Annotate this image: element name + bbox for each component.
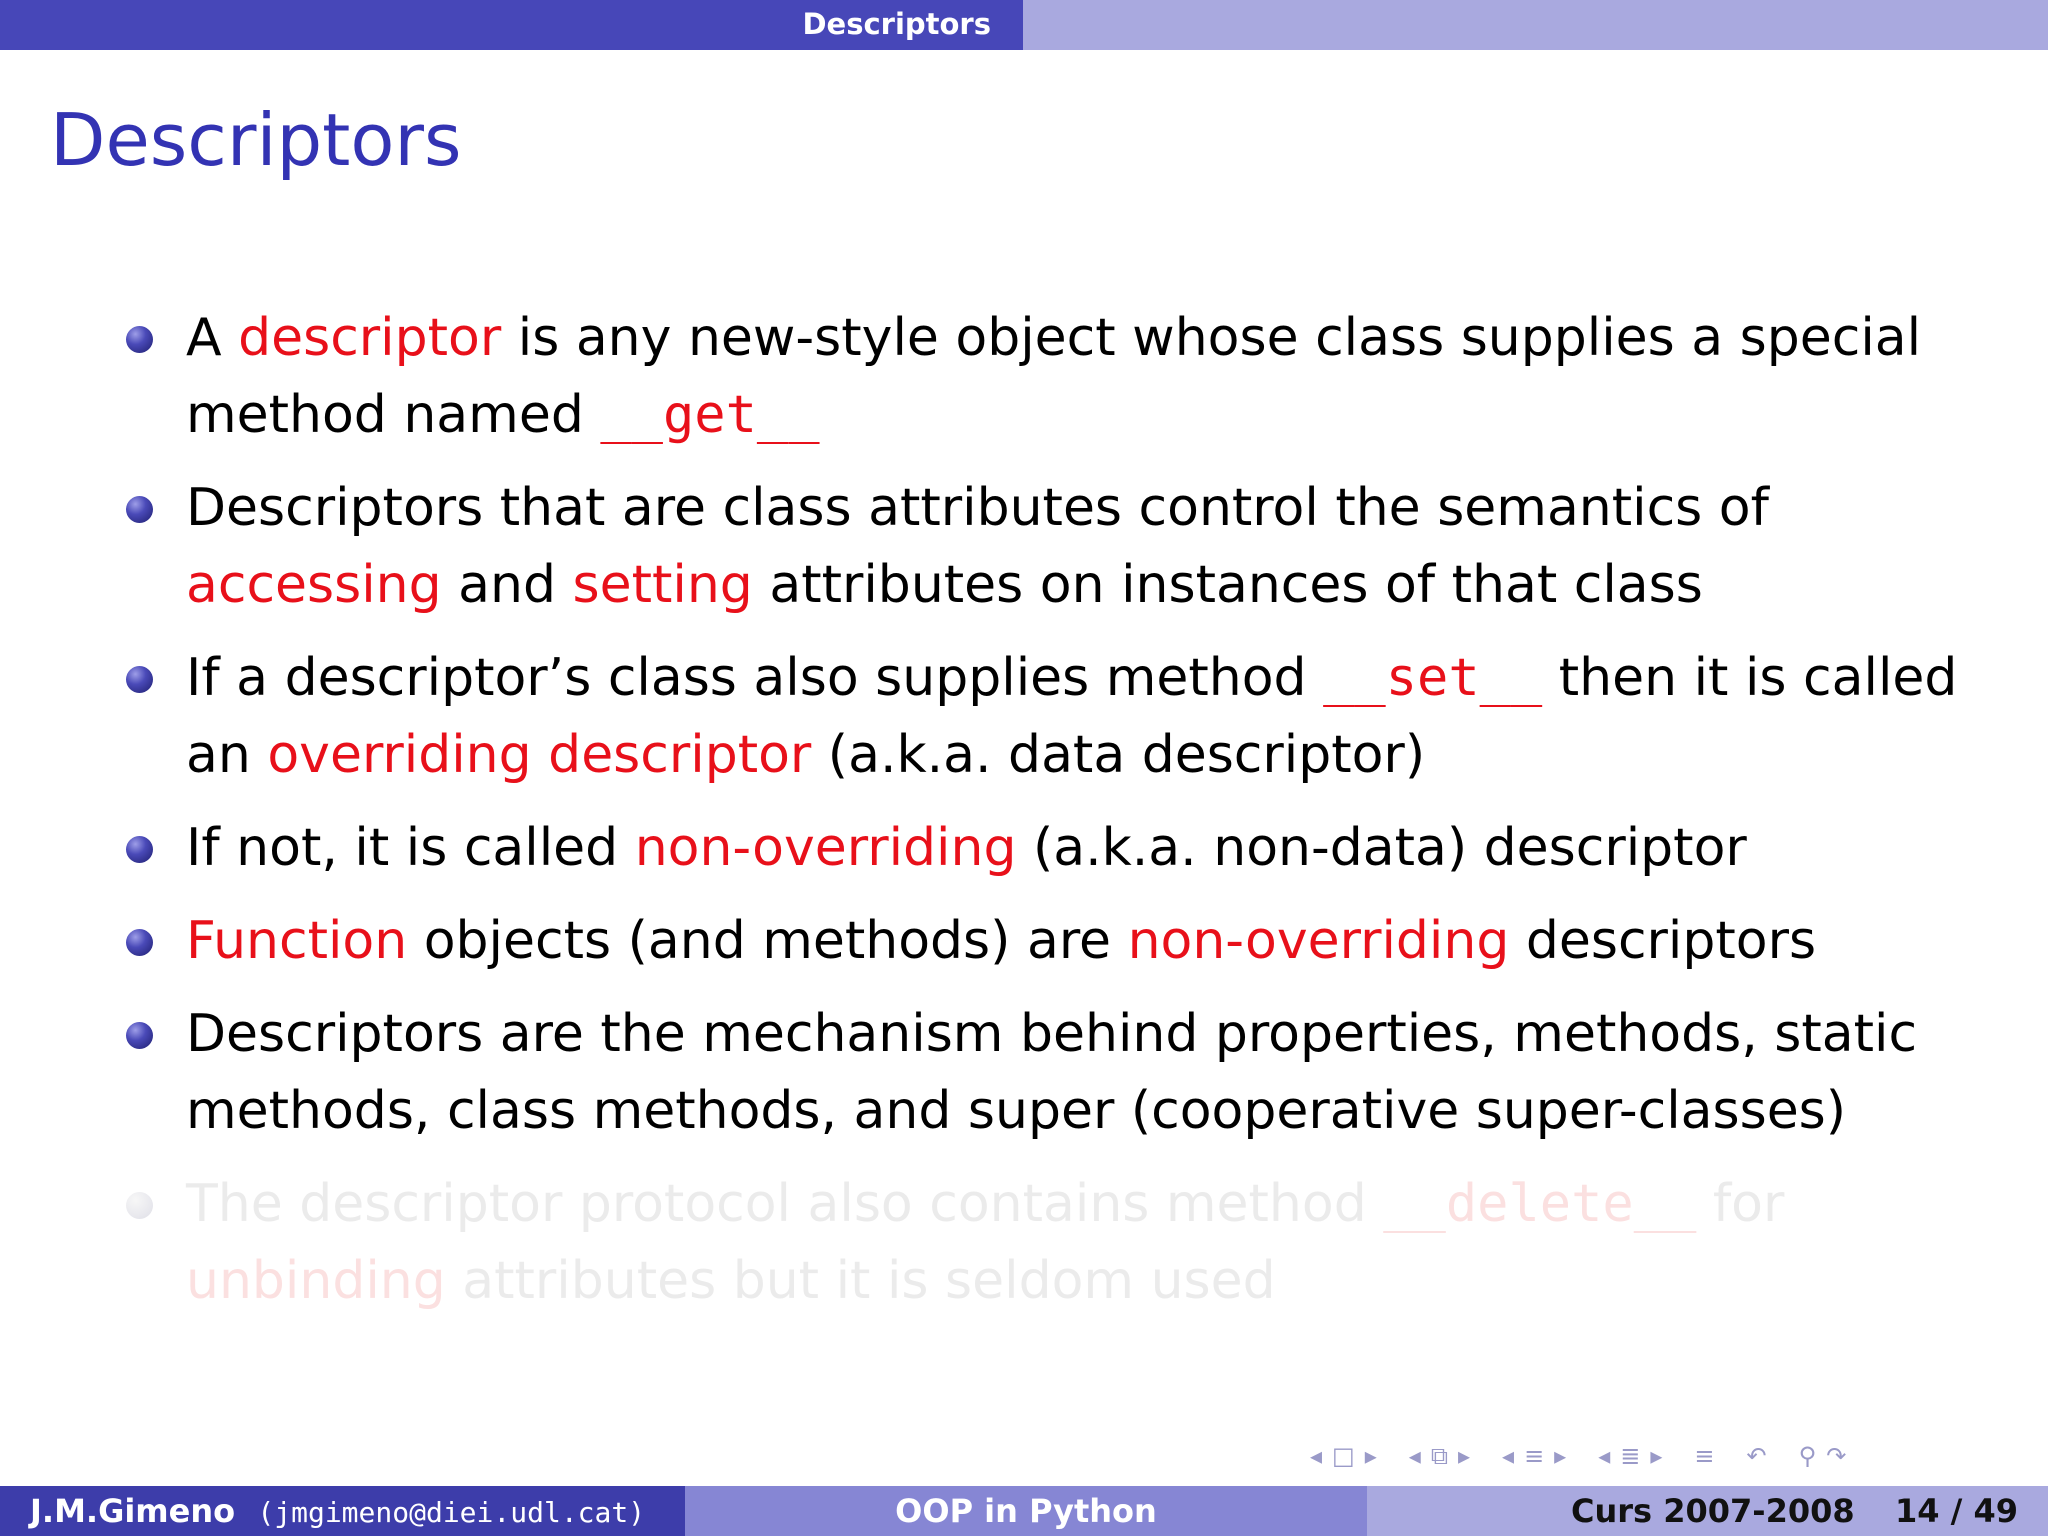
header-bar (0, 0, 2048, 50)
beamer-navigation (1310, 1436, 1846, 1476)
nav-prev-subsection-icon[interactable]: ◂ (1408, 1442, 1421, 1470)
highlight-term: accessing (186, 555, 442, 615)
bullet-text: is any new-style object whose class supplies a special method named (186, 308, 1922, 445)
highlight-term: __set__ (1323, 648, 1543, 708)
bullet-text: descriptors (1509, 911, 1817, 971)
footer-email: (jmgimeno@diei.udl.cat) (257, 1496, 646, 1529)
footer-title-block (685, 1486, 1367, 1536)
highlight-term: setting (572, 555, 753, 615)
header-bar-right (1023, 0, 2048, 50)
highlight-term: overriding descriptor (267, 725, 812, 785)
bullet-text: If a descriptor’s class also supplies method (186, 648, 1324, 708)
highlight-term: non-overriding (634, 818, 1017, 878)
footer-bar (0, 1486, 2048, 1536)
header-bar-left (0, 0, 1023, 50)
highlight-term: non-overriding (1127, 911, 1510, 971)
nav-next-subsection-icon[interactable]: ▸ (1457, 1442, 1471, 1470)
bullet-text: and (441, 555, 573, 615)
bullet-list (126, 300, 2006, 1336)
bullet-item (126, 640, 2006, 794)
bullet-item (126, 470, 2006, 624)
footer-info-block (1367, 1486, 2048, 1536)
nav-doc-icon[interactable]: ≣ (1620, 1442, 1641, 1470)
nav-next-doc-icon[interactable]: ▸ (1650, 1442, 1663, 1470)
nav-subsection-icon[interactable]: ⧉ (1430, 1442, 1448, 1470)
bullet-icon (126, 666, 153, 693)
bullet-text: Descriptors are the mechanism behind properties, methods, static methods, class methods, and super (cooperative super-classes) (186, 1004, 1918, 1141)
bullet-text: then it is called an (186, 648, 1958, 785)
nav-prev-doc-icon[interactable]: ◂ (1598, 1442, 1611, 1470)
bullet-icon (126, 929, 153, 956)
bullet-item (126, 1166, 2006, 1320)
nav-next-frame-icon[interactable]: ▸ (1364, 1442, 1377, 1470)
highlight-term: descriptor (238, 308, 502, 368)
highlight-term: unbinding (186, 1251, 446, 1311)
footer-title: OOP in Python (895, 1492, 1157, 1530)
bullet-icon (126, 836, 153, 863)
nav-back-icon[interactable]: ↶ (1746, 1442, 1767, 1470)
nav-next-section-icon[interactable]: ▸ (1554, 1442, 1567, 1470)
footer-author: J.M.Gimeno (30, 1492, 236, 1530)
nav-section-icon[interactable]: ≡ (1524, 1442, 1545, 1470)
highlight-term: __get__ (600, 385, 820, 445)
nav-toc-icon[interactable]: ≡ (1694, 1442, 1715, 1470)
bullet-text: (a.k.a. data descriptor) (811, 725, 1426, 785)
bullet-icon (126, 496, 153, 523)
bullet-icon (126, 1192, 153, 1219)
bullet-item (126, 810, 2006, 887)
bullet-icon (126, 326, 153, 353)
highlight-term: __delete__ (1383, 1174, 1697, 1234)
bullet-icon (126, 1022, 153, 1049)
bullet-text: If not, it is called (186, 818, 635, 878)
bullet-text: attributes but it is seldom used (445, 1251, 1276, 1311)
bullet-text: for (1696, 1174, 1785, 1234)
bullet-item (126, 996, 2006, 1150)
bullet-text: Descriptors that are class attributes control the semantics of (186, 478, 1769, 538)
bullet-text: (a.k.a. non-data) descriptor (1016, 818, 1747, 878)
footer-page-number: 14 / 49 (1894, 1492, 2018, 1530)
nav-prev-frame-icon[interactable]: ◂ (1310, 1442, 1323, 1470)
bullet-text: attributes on instances of that class (752, 555, 1703, 615)
bullet-text: objects (and methods) are (407, 911, 1128, 971)
nav-search-icon[interactable]: ⚲ (1798, 1442, 1817, 1470)
bullet-item (126, 903, 2006, 980)
nav-frame-icon[interactable]: □ (1332, 1442, 1355, 1470)
bullet-text: The descriptor protocol also contains method (186, 1174, 1384, 1234)
page-title: Descriptors (50, 98, 462, 182)
highlight-term: Function (186, 911, 408, 971)
nav-prev-section-icon[interactable]: ◂ (1502, 1442, 1515, 1470)
bullet-item (126, 300, 2006, 454)
nav-forward-icon[interactable]: ↷ (1826, 1442, 1847, 1470)
footer-course: Curs 2007-2008 (1571, 1492, 1855, 1530)
header-section-title[interactable]: Descriptors (802, 7, 991, 41)
footer-author-block (0, 1486, 685, 1536)
bullet-text: A (186, 308, 239, 368)
